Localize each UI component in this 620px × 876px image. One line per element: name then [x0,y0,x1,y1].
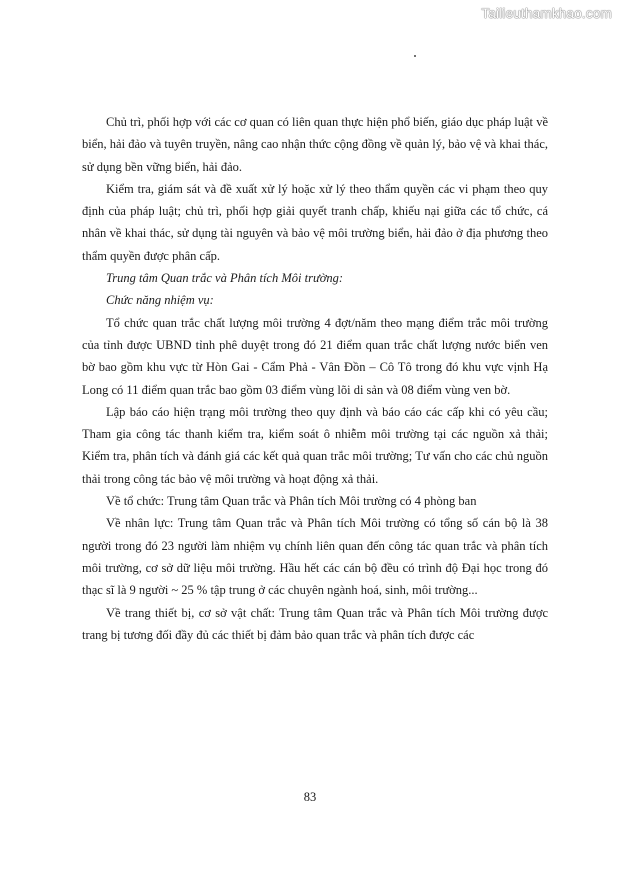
paragraph-human-resources: Về nhân lực: Trung tâm Quan trắc và Phân tích Môi trường có tổng số cán bộ là 38 người trong đó 23 người làm nhiệm vụ chính liên quan đến công tác quan trắc và phân tích môi trường, cơ sở dữ liệu môi trường. Hầu hết các cán bộ đều có trình độ Đại học trong đó thạc sĩ là 9 người ~ 25 % tập trung ở các chuyên ngành hoá, sinh, môi trường... [82,516,548,598]
watermark: Tailieuthamkhao.com [481,6,612,21]
section-heading-center: Trung tâm Quan trắc và Phân tích Môi trường: [106,271,344,286]
paragraph-organization: Về tổ chức: Trung tâm Quan trắc và Phân tích Môi trường có 4 phòng ban [106,494,477,509]
scan-speck [414,55,416,57]
subheading-functions: Chức năng nhiệm vụ: [106,293,214,308]
paragraph-equipment: Về trang thiết bị, cơ sở vật chất: Trung tâm Quan trắc và Phân tích Môi trường được trang bị tương đối đầy đủ các thiết bị đảm bảo quan trắc và phân tích được các [82,605,548,642]
paragraph-monitoring: Tổ chức quan trắc chất lượng môi trường 4 đợt/năm theo mạng điểm trắc môi trường của tỉnh được UBND tỉnh phê duyệt trong đó 21 điểm quan trắc chất lượng nước biển ven bờ bao gồm khu vực từ Hòn Gai - Cẩm Phả - Vân Đồn – Cô Tô trong đó khu vực vịnh Hạ Long có 11 điểm quan trắc bao gồm 03 điểm vùng lõi di sản và 08 điểm vùng ven bờ. [82,315,548,397]
document-body [82,111,548,646]
page-number: 83 [303,790,317,804]
paragraph-inspection: Kiểm tra, giám sát và đề xuất xử lý hoặc xử lý theo thẩm quyền các vi phạm theo quy định của pháp luật; chủ trì, phối hợp giải quyết tranh chấp, khiếu nại giữa các tổ chức, cá nhân về khai thác, sử dụng tài nguyên và bảo vệ môi trường biển, hải đảo ở địa phương theo thẩm quyền được phân cấp. [82,181,548,263]
paragraph-reporting: Lập báo cáo hiện trạng môi trường theo quy định và báo cáo các cấp khi có yêu cầu; Tham gia công tác thanh kiểm tra, kiểm soát ô nhiễm môi trường tại các nguồn xả thải; Kiểm tra, phân tích và đánh giá các kết quả quan trắc môi trường; Tư vấn cho các chủ nguồn thải trong công tác bảo vệ môi trường và hoạt động xả thải. [82,404,548,486]
paragraph-dissemination: Chủ trì, phối hợp với các cơ quan có liên quan thực hiện phổ biến, giáo dục pháp luật về biển, hải đảo và tuyên truyền, nâng cao nhận thức cộng đồng về quản lý, bảo vệ và khai thác, sử dụng bền vững biển, hải đảo. [82,115,548,174]
